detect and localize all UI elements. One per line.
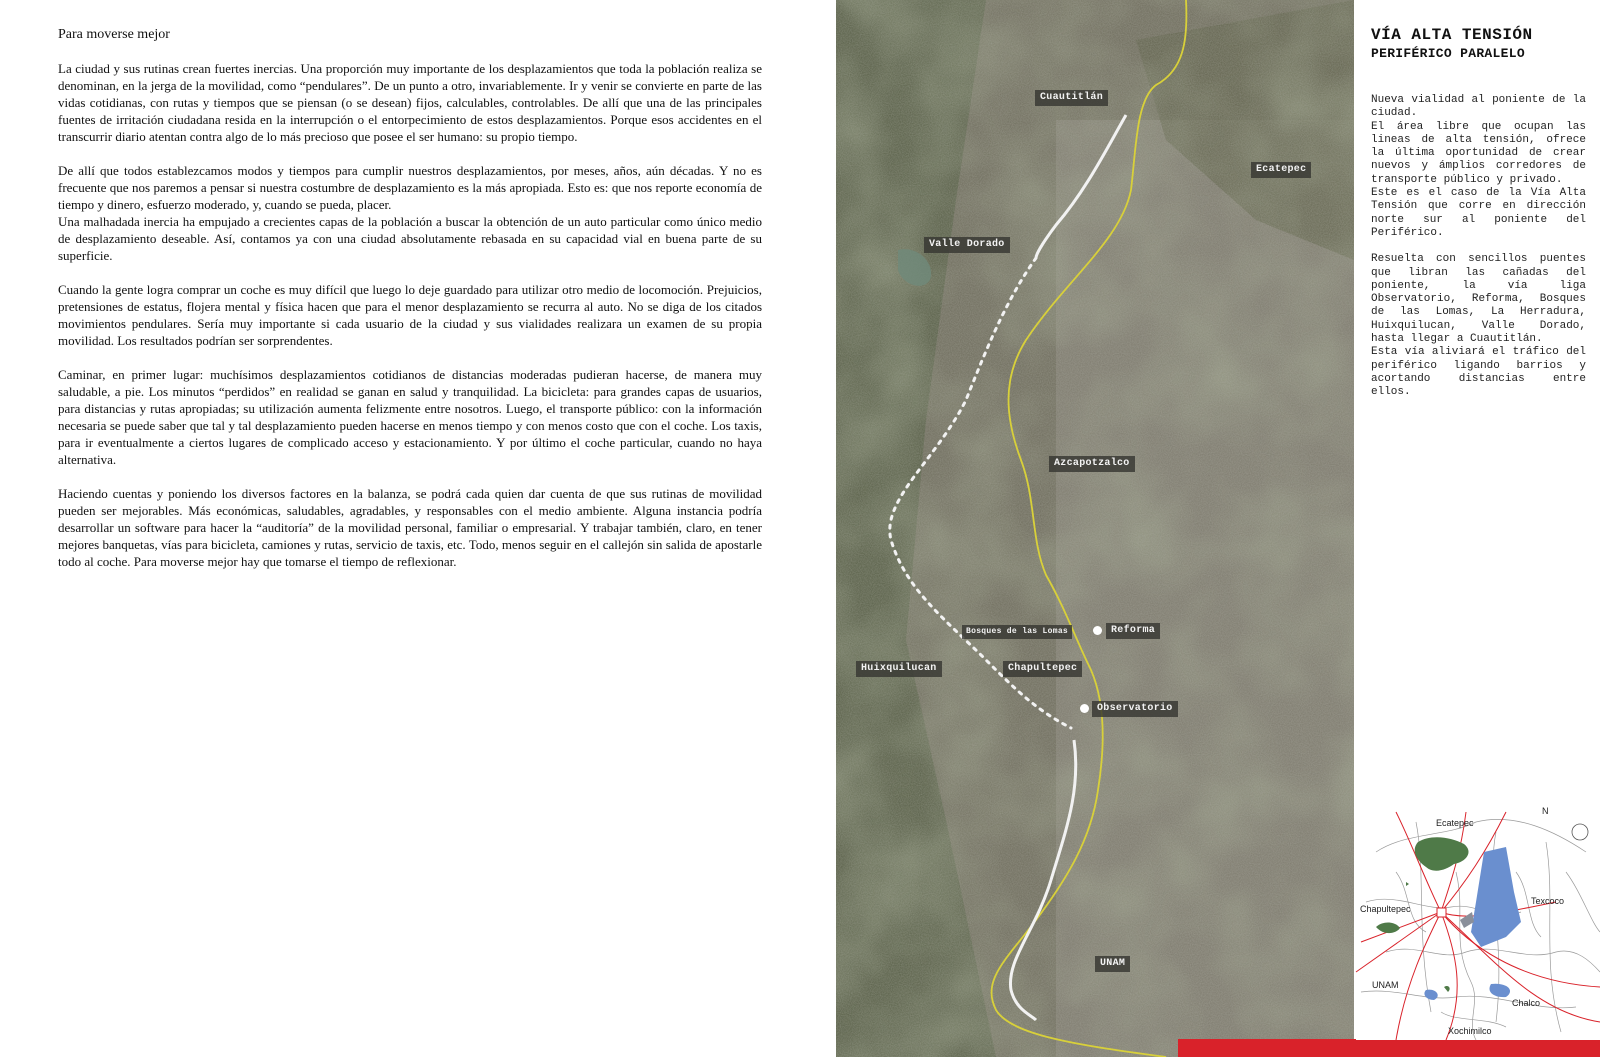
- map-marker-reforma: [1093, 626, 1102, 635]
- inset-north-label: N: [1542, 806, 1549, 816]
- map-label-reforma: Reforma: [1106, 623, 1160, 639]
- map-label-azcapotzalco: Azcapotzalco: [1049, 456, 1135, 472]
- map-label-observatorio: Observatorio: [1092, 701, 1178, 717]
- map-label-chapultepec: Chapultepec: [1003, 661, 1082, 677]
- article-title: Para moverse mejor: [58, 27, 170, 42]
- map-label-unam: UNAM: [1095, 956, 1130, 972]
- info-paragraph-4: Resuelta con sencillos puentes que libran las cañadas del poniente, la vía liga Observatorio, Reforma, Bosques de las Lomas, La Herradura, Huixquilucan, Valle Dorado, hasta llegar a Cuautitlán.: [1371, 253, 1586, 346]
- article-paragraph-3: Una malhadada inercia ha empujado a crecientes capas de la población a buscar la obtención de un auto particular como único medio de desplazamiento deseable. Así, contamos ya con una ciudad absolutamente rebasada en su capacidad vial en buena parte de su superficie.: [58, 214, 762, 263]
- info-subtitle: PERIFÉRICO PARALELO: [1371, 46, 1525, 61]
- inset-label-chapultepec: Chapultepec: [1360, 904, 1411, 914]
- article-paragraph-6: Haciendo cuentas y poniendo los diversos factores en la balanza, se podrá cada quien dar cuenta de que sus rutinas de movilidad pueden ser mejorables. Más económicas, saludables, agradables, y responsables con el medio ambiente. Alguna instancia podría desarrollar un software para hacer la “auditoría” de la movilidad personal, familiar o empresarial. Y trabajar también, claro, en tener mejores banquetas, vías para bicicleta, camiones y rutas, servicio de taxis, etc. Todo, menos seguir en el callejón sin salida de apostarle todo al coche. Para moverse mejor hay que tomarse el tiempo de reflexionar.: [58, 486, 762, 569]
- info-paragraph-2: El área libre que ocupan las lineas de alta tensión, ofrece la última oportunidad de crear nuevos y ámplios corredores de transporte público y privado.: [1371, 120, 1586, 186]
- article: [58, 26, 762, 570]
- article-paragraph-1: La ciudad y sus rutinas crean fuertes inercias. Una proporción muy importante de los desplazamientos que toda la población realiza se denominan, en la jerga de la movilidad, como “pendulares”. De un punto a otro, invariablemente. Ir y venir se convierte en parte de las vidas cotidianas, con rutas y tiempos que se piensan (o se desean) fijos, calculables, controlables. De allí que una de las principales fuentes de irritación ciudadana resida en la interrupción o el entorpecimiento de estos desplazamientos. Porque esos accidentes en el transcurrir diario atentan contra algo de lo más precioso que posee el ser humano: su propio tiempo.: [58, 61, 762, 144]
- inset-map-drawing: [1356, 812, 1600, 1040]
- map-label-huixquilucan: Huixquilucan: [856, 661, 942, 677]
- satellite-map-image: [836, 0, 1354, 1057]
- info-paragraph-3: Este es el caso de la Vía Alta Tensión que corre en dirección norte sur al poniente del Periférico.: [1371, 187, 1586, 239]
- inset-label-unam: UNAM: [1372, 980, 1399, 990]
- inset-label-texcoco: Texcoco: [1531, 896, 1565, 906]
- article-paragraph-2: De allí que todos establezcamos modos y tiempos para cumplir nuestros desplazamientos, por meses, años, aún décadas. Y no es frecuente que nos paremos a pensar si nuestra costumbre de desplazamiento es la más apropiada. Esto es: que nos reporte economía de tiempo y dinero, esfuerzo moderado, y, cuando se pueda, placer.: [58, 163, 762, 212]
- info-paragraph-1: Nueva vialidad al poniente de la ciudad.: [1371, 94, 1586, 120]
- map-label-cuautitlan: Cuautitlán: [1035, 90, 1108, 106]
- inset-label-chalco: Chalco: [1512, 998, 1541, 1008]
- accent-band: [1178, 1039, 1600, 1057]
- map-label-valle-dorado: Valle Dorado: [924, 237, 1010, 253]
- location-inset-map: [1356, 806, 1600, 1040]
- map-marker-observatorio: [1080, 704, 1089, 713]
- article-paragraph-5: Caminar, en primer lugar: muchísimos desplazamientos cotidianos de distancias moderadas pudieran hacerse, de manera muy saludable, a pie. Los minutos “perdidos” en realidad se ganan en salud y tranquilidad. La bicicleta: para grandes capas de usuarios, para distancias y rutas apropiadas; su utilización aumenta felizmente entre nosotros. Luego, el transporte público: con la información necesaria se puede saber que tal y tal desplazamiento pueden hacerse en menos tiempo y con menos costo que con el coche. Los taxis, para ir eventualmente a ciertos lugares de complicado acceso y estacionamiento. Y por último el coche particular, cuando no haya alternativa.: [58, 367, 762, 467]
- inset-label-ecatepec: Ecatepec: [1436, 818, 1474, 828]
- info-paragraph-5: Esta vía aliviará el tráfico del periférico ligando barrios y acortando distancias entre ellos.: [1371, 346, 1586, 399]
- info-title: VÍA ALTA TENSIÓN: [1371, 26, 1533, 44]
- article-paragraph-4: Cuando la gente logra comprar un coche es muy difícil que luego lo deje guardado para utilizar otro medio de locomoción. Prejuicios, pretensiones de estatus, flojera mental y física hacen que para el menor desplazamiento se recurra al auto. No se diga de los citados movimientos pendulares. Sería muy importante si cada usuario de la ciudad y sus vialidades realizara un examen de su propia movilidad. Los resultados podrían ser sorprendentes.: [58, 282, 762, 348]
- map-label-bosques-de-las-lomas: Bosques de las Lomas: [962, 625, 1072, 639]
- map-label-ecatepec: Ecatepec: [1251, 162, 1311, 178]
- satellite-map: [836, 0, 1354, 1057]
- inset-label-xochimilco: Xochimilco: [1448, 1026, 1492, 1036]
- info-panel: [1371, 25, 1586, 400]
